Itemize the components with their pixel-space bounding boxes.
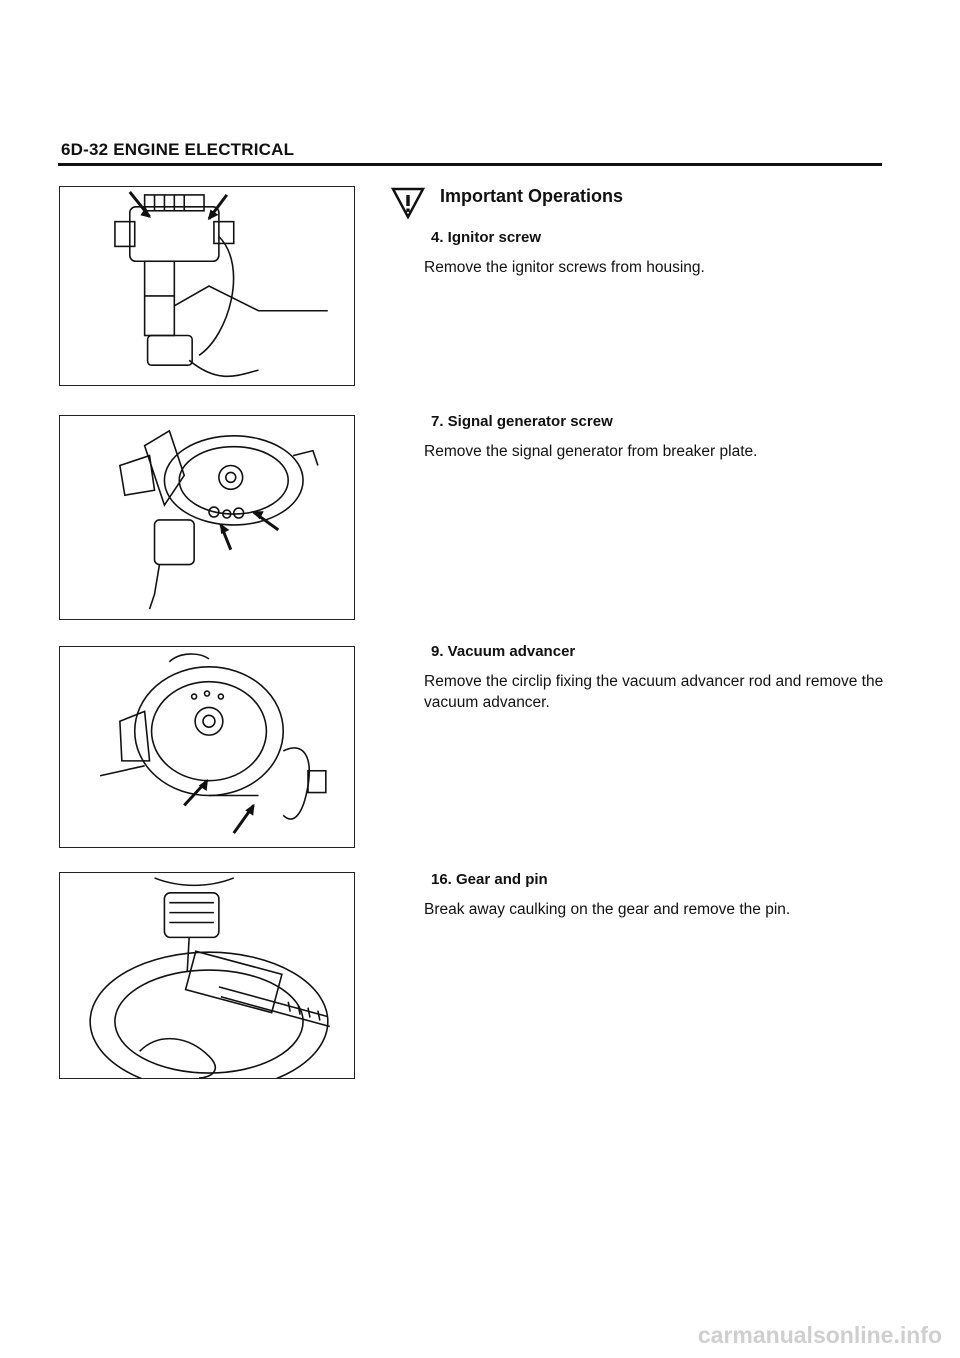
watermark: carmanualsonline.info [697,1322,942,1348]
step-gear-and-pin [424,871,894,920]
step-ignitor-screw [424,229,894,278]
step-heading: 16. Gear and pin [431,871,548,888]
step-vacuum-advancer [424,643,894,713]
step-heading: 7. Signal generator screw [431,413,613,430]
step-heading: 9. Vacuum advancer [431,643,576,660]
figure-ignitor-screw [59,186,355,386]
step-heading: 4. Ignitor screw [431,229,542,246]
figure-signal-generator [59,415,355,620]
step-body: Break away caulking on the gear and remove the pin. [424,901,791,918]
step-body: Remove the signal generator from breaker plate. [424,443,758,460]
warning-triangle-icon [391,186,425,220]
step-signal-generator-screw [424,413,894,462]
figure-vacuum-advancer [59,646,355,848]
figure-gear-and-pin [59,872,355,1079]
section-title: Important Operations [440,186,624,206]
header-rule [58,163,882,166]
step-body: Remove the circlip fixing the vacuum advancer rod and remove the vacuum advancer. [424,673,884,711]
step-body: Remove the ignitor screws from housing. [424,259,705,276]
page-header: 6D-32 ENGINE ELECTRICAL [61,140,295,159]
